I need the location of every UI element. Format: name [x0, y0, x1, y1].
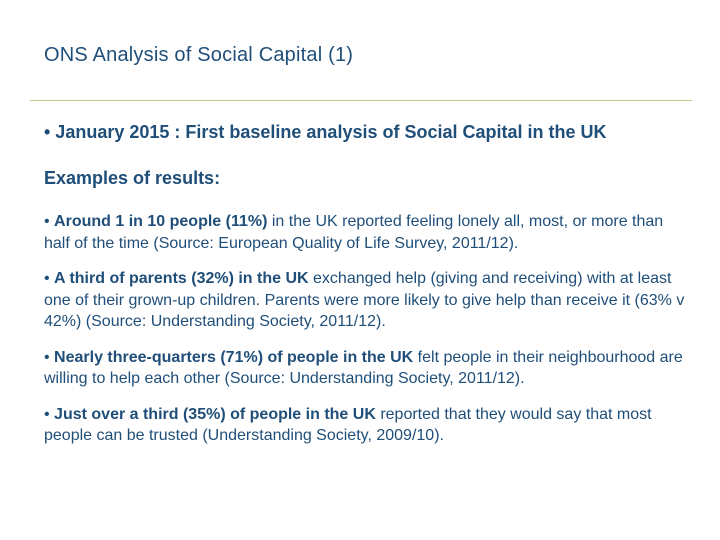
result-highlight: Around 1 in 10 people (11%) — [54, 213, 268, 230]
examples-heading: Examples of results: — [44, 168, 221, 188]
result-highlight: Nearly three-quarters (71%) of people in the UK — [54, 348, 414, 366]
bullet-marker: • — [44, 213, 55, 230]
title-divider — [30, 100, 692, 101]
result-item — [44, 347, 692, 390]
bullet-marker: • — [44, 348, 55, 366]
result-highlight: Just over a third (35%) of people in the UK — [54, 405, 376, 423]
result-text: in the UK reported feeling lonely all, most, or more than half of the time (Source: European Quality of Life Survey, 2011/12). — [44, 213, 664, 252]
result-text: felt people in their neighbourhood are willing to help each other (Source: Understanding Society, 2011/12). — [44, 348, 683, 387]
result-text: exchanged help (giving and receiving) with at least one of their grown-up children. Parents were more likely to give help than receive it (63% v 42%) (Source: Understanding Society, 2011/12). — [44, 270, 685, 330]
result-highlight: A third of parents (32%) in the UK — [54, 270, 309, 287]
result-item — [44, 404, 692, 447]
intro-bullet: • January 2015 : First baseline analysis of Social Capital in the UK — [44, 122, 607, 142]
slide-title: ONS Analysis of Social Capital (1) — [44, 44, 354, 66]
bullet-marker: • — [44, 270, 55, 287]
bullet-marker: • — [44, 405, 55, 423]
result-text: reported that they would say that most people can be trusted (Understanding Society, 2009/10). — [44, 405, 652, 444]
result-item — [44, 211, 692, 254]
result-item — [44, 268, 692, 333]
results-list — [44, 211, 692, 461]
